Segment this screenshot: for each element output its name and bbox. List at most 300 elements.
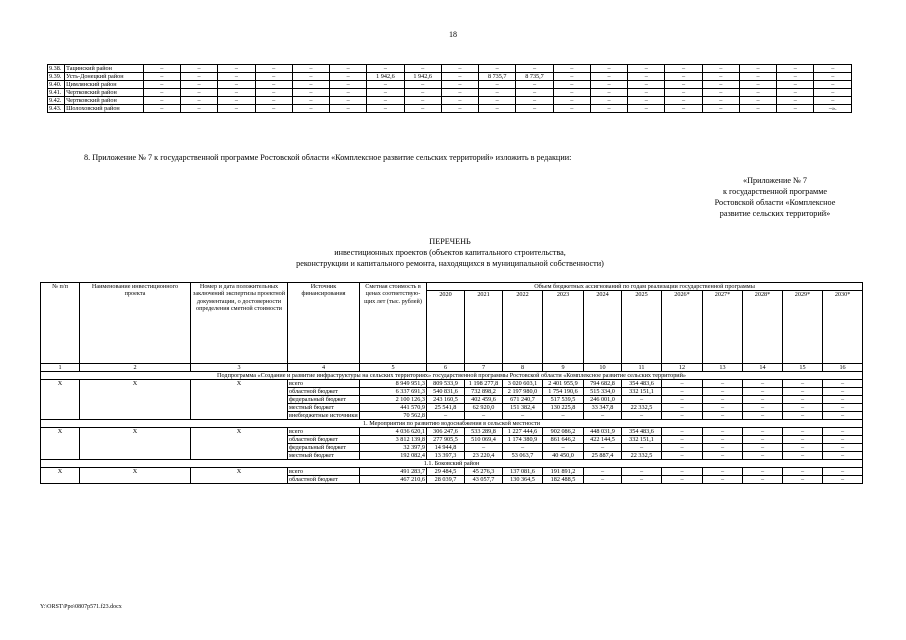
year-amount: 1 174 380,9 [503, 436, 543, 444]
year-amount: – [584, 444, 622, 452]
year-amount: – [427, 412, 465, 420]
table-cell: – [553, 73, 590, 81]
column-number: 15 [783, 364, 823, 372]
table-cell: – [292, 89, 329, 97]
column-number: 2 [80, 364, 191, 372]
year-amount: 130 364,5 [503, 476, 543, 484]
year-amount: 1 198 277,8 [465, 380, 503, 388]
column-number: 14 [743, 364, 783, 372]
table-cell: – [479, 81, 516, 89]
table-cell: – [330, 105, 367, 113]
project-name: X [80, 380, 191, 420]
year-amount: – [823, 380, 863, 388]
table-cell: – [180, 65, 217, 73]
year-amount: – [823, 412, 863, 420]
expertise-info: X [191, 428, 288, 460]
district-name: Чертковский район [65, 89, 144, 97]
year-amount: – [662, 428, 703, 436]
year-amount: 191 891,2 [543, 468, 584, 476]
table-cell: – [180, 89, 217, 97]
top-table-row [48, 81, 852, 89]
year-amount: – [662, 468, 703, 476]
year-amount: 809 533,9 [427, 380, 465, 388]
table-cell: – [739, 73, 776, 81]
year-amount: – [503, 444, 543, 452]
year-amount: – [823, 396, 863, 404]
year-amount: – [743, 404, 783, 412]
year-amount: – [743, 388, 783, 396]
year-amount: 354 483,6 [622, 428, 662, 436]
year-amount: 137 081,6 [503, 468, 543, 476]
table-cell: – [516, 89, 553, 97]
year-amount: 23 220,4 [465, 452, 503, 460]
data-row [41, 380, 863, 388]
year-amount: – [584, 412, 622, 420]
table-cell: – [404, 89, 441, 97]
year-amount: 517 539,5 [543, 396, 584, 404]
table-cell: – [441, 89, 478, 97]
table-cell: – [255, 89, 292, 97]
year-amount: 22 332,5 [622, 404, 662, 412]
page-number: 18 [449, 30, 457, 39]
table-cell: – [292, 105, 329, 113]
funding-source: всего [288, 468, 360, 476]
year-amount: – [622, 396, 662, 404]
column-number: 11 [622, 364, 662, 372]
table-cell: – [330, 81, 367, 89]
table-cell: – [590, 89, 627, 97]
table-cell: – [330, 65, 367, 73]
table-cell: – [218, 65, 255, 73]
table-cell: – [367, 81, 404, 89]
year-amount: – [783, 404, 823, 412]
table-cell: – [814, 89, 852, 97]
table-cell: – [479, 65, 516, 73]
table-cell: – [143, 97, 180, 105]
year-amount: – [622, 468, 662, 476]
heading-line: инвестиционных проектов (объектов капитального строительства, [334, 248, 566, 257]
table-cell: – [739, 97, 776, 105]
year-header: 2029* [783, 291, 823, 364]
year-amount: – [465, 444, 503, 452]
year-amount: – [662, 388, 703, 396]
year-amount: – [703, 436, 743, 444]
table-cell: – [404, 81, 441, 89]
year-amount: – [743, 476, 783, 484]
funding-source: областной бюджет [288, 476, 360, 484]
year-amount: – [584, 468, 622, 476]
col-header-source: Источник финансирования [288, 283, 360, 364]
table-cell: – [255, 105, 292, 113]
year-amount: – [823, 404, 863, 412]
section-title: 1. Мероприятия по развитию водоснабжения в сельской местности [41, 420, 863, 428]
year-amount: – [783, 444, 823, 452]
table-cell: – [553, 89, 590, 97]
year-amount: 2 401 955,9 [543, 380, 584, 388]
table-cell: – [218, 81, 255, 89]
table-cell: – [180, 81, 217, 89]
year-amount: – [703, 396, 743, 404]
table-cell: – [143, 73, 180, 81]
year-amount: 14 944,8 [427, 444, 465, 452]
table-cell: – [404, 65, 441, 73]
table-cell: – [553, 97, 590, 105]
amendment-paragraph: 8. Приложение № 7 к государственной программе Ростовской области «Комплексное развитие сельских территорий» изложить в редакции: [84, 153, 572, 162]
project-number: X [41, 468, 80, 484]
year-amount: – [662, 380, 703, 388]
table-cell: – [143, 65, 180, 73]
column-number: 10 [584, 364, 622, 372]
table-cell: – [814, 73, 852, 81]
row-number: 9.40. [48, 81, 65, 89]
year-amount: – [622, 476, 662, 484]
year-amount: 354 483,6 [622, 380, 662, 388]
section-title: Подпрограмма «Создание и развитие инфраструктуры на сельских территориях» государственной программы Ростовской области «Комплексное развитие сельских территорий» [41, 372, 863, 380]
table-cell: – [479, 97, 516, 105]
table-cell: – [590, 65, 627, 73]
district-name: Цимлянский район [65, 81, 144, 89]
column-number: 5 [360, 364, 427, 372]
heading-title: ПЕРЕЧЕНЬ [429, 237, 471, 246]
table-cell: – [665, 89, 702, 97]
year-amount: – [703, 476, 743, 484]
estimated-cost: 32 397,9 [360, 444, 427, 452]
funding-source: областной бюджет [288, 388, 360, 396]
column-number: 13 [703, 364, 743, 372]
district-name: Шолоховский район [65, 105, 144, 113]
year-amount: 861 646,2 [543, 436, 584, 444]
year-amount: – [783, 388, 823, 396]
district-name: Чертковский район [65, 97, 144, 105]
year-amount: 13 397,3 [427, 452, 465, 460]
year-amount: 28 039,7 [427, 476, 465, 484]
table-cell: – [516, 97, 553, 105]
year-amount: 43 057,7 [465, 476, 503, 484]
table-cell: – [814, 97, 852, 105]
table-cell: 8 735,7 [479, 73, 516, 81]
appendix-line: «Приложение № 7 [742, 176, 808, 185]
file-path-footer: Y:\ORST\Ppo\0807p571.f23.docx [40, 604, 122, 610]
year-header: 2022 [503, 291, 543, 364]
table-cell: – [330, 89, 367, 97]
table-cell: – [479, 89, 516, 97]
table-cell: – [702, 73, 739, 81]
year-amount: 2 197 980,0 [503, 388, 543, 396]
table-cell: – [590, 105, 627, 113]
year-amount: 332 151,1 [622, 436, 662, 444]
table-cell: – [367, 97, 404, 105]
table-cell: – [292, 81, 329, 89]
year-amount: 1 754 190,6 [543, 388, 584, 396]
year-amount: – [823, 468, 863, 476]
funding-source: федеральный бюджет [288, 444, 360, 452]
table-cell: – [292, 73, 329, 81]
col-header-num: № п/п [41, 283, 80, 364]
year-amount: 1 227 444,6 [503, 428, 543, 436]
top-table-row [48, 105, 852, 113]
table-cell: – [739, 65, 776, 73]
year-amount: – [823, 444, 863, 452]
funding-source: всего [288, 380, 360, 388]
table-cell: – [628, 105, 665, 113]
year-amount: 794 682,8 [584, 380, 622, 388]
year-amount: 402 459,6 [465, 396, 503, 404]
table-cell: – [218, 105, 255, 113]
estimated-cost: 491 283,7 [360, 468, 427, 476]
year-amount: 671 240,7 [503, 396, 543, 404]
year-amount: 332 151,1 [622, 388, 662, 396]
table-cell: – [702, 105, 739, 113]
column-number: 7 [465, 364, 503, 372]
table-cell: – [553, 81, 590, 89]
year-header: 2020 [427, 291, 465, 364]
col-header-volume: Объем бюджетных ассигнований по годам реализации государственной программы [427, 283, 863, 291]
year-header: 2021 [465, 291, 503, 364]
year-amount: 540 831,6 [427, 388, 465, 396]
table-cell: – [553, 105, 590, 113]
table-cell: – [367, 65, 404, 73]
project-number: X [41, 380, 80, 420]
year-amount: – [743, 412, 783, 420]
table-cell: – [739, 89, 776, 97]
year-amount: – [743, 396, 783, 404]
year-amount: 732 898,2 [465, 388, 503, 396]
year-amount: – [662, 476, 703, 484]
table-cell: – [777, 81, 814, 89]
year-amount: 306 247,6 [427, 428, 465, 436]
table-cell: – [665, 81, 702, 89]
estimated-cost: 70 562,8 [360, 412, 427, 420]
table-cell: – [180, 105, 217, 113]
table-cell: – [553, 65, 590, 73]
table-cell: – [590, 73, 627, 81]
table-cell: – [292, 65, 329, 73]
year-amount: – [703, 468, 743, 476]
appendix-line: Ростовской области «Комплексное [714, 198, 836, 207]
year-amount: 3 020 603,1 [503, 380, 543, 388]
table-cell: – [702, 89, 739, 97]
year-amount: – [662, 396, 703, 404]
table-cell: – [516, 105, 553, 113]
estimated-cost: 2 100 126,3 [360, 396, 427, 404]
table-cell: – [516, 81, 553, 89]
column-number: 6 [427, 364, 465, 372]
table-cell: – [180, 73, 217, 81]
year-amount: 422 144,5 [584, 436, 622, 444]
table-cell: – [218, 97, 255, 105]
year-amount: 29 484,5 [427, 468, 465, 476]
estimated-cost: 3 812 139,8 [360, 436, 427, 444]
funding-source: местный бюджет [288, 404, 360, 412]
year-amount: 533 289,8 [465, 428, 503, 436]
appendix-caption [690, 175, 860, 219]
table-cell: – [330, 97, 367, 105]
estimated-cost: 4 036 620,1 [360, 428, 427, 436]
year-amount: – [783, 396, 823, 404]
year-amount: – [823, 476, 863, 484]
column-numbers-row [41, 364, 863, 372]
top-table-row [48, 73, 852, 81]
top-table-row [48, 97, 852, 105]
estimated-cost: 6 337 691,3 [360, 388, 427, 396]
table-cell: – [665, 65, 702, 73]
year-amount: 448 031,9 [584, 428, 622, 436]
estimated-cost: 467 210,6 [360, 476, 427, 484]
year-amount: – [503, 412, 543, 420]
year-amount: 40 450,0 [543, 452, 584, 460]
column-number: 1 [41, 364, 80, 372]
row-number: 9.41. [48, 89, 65, 97]
year-amount: – [543, 412, 584, 420]
year-amount: 45 276,3 [465, 468, 503, 476]
section-title-row [41, 372, 863, 380]
year-amount: – [584, 476, 622, 484]
year-amount: 22 332,5 [622, 452, 662, 460]
year-amount: 62 920,0 [465, 404, 503, 412]
column-number: 9 [543, 364, 584, 372]
year-header: 2030* [823, 291, 863, 364]
section-title-row [41, 460, 863, 468]
expertise-info: X [191, 380, 288, 420]
year-amount: – [743, 468, 783, 476]
year-amount: – [662, 444, 703, 452]
district-name: Тацинский район [65, 65, 144, 73]
year-header: 2026* [662, 291, 703, 364]
table-cell: – [441, 65, 478, 73]
column-number: 12 [662, 364, 703, 372]
year-amount: – [823, 428, 863, 436]
appendix-line: развитие сельских территорий» [719, 209, 831, 218]
year-header: 2028* [743, 291, 783, 364]
header-row [41, 283, 863, 291]
year-amount: – [783, 428, 823, 436]
funding-source: внебюджетные источники [289, 412, 358, 419]
table-cell: – [255, 81, 292, 89]
row-number: 9.42. [48, 97, 65, 105]
year-amount: – [743, 452, 783, 460]
top-table-row [48, 65, 852, 73]
table-cell: 1 942,6 [404, 73, 441, 81]
table-cell: – [628, 89, 665, 97]
table-cell: – [814, 65, 852, 73]
table-cell: – [702, 65, 739, 73]
top-table-row [48, 89, 852, 97]
year-amount: – [743, 428, 783, 436]
table-cell: – [367, 89, 404, 97]
year-amount: 510 069,4 [465, 436, 503, 444]
table-cell: – [255, 97, 292, 105]
table-cell: – [628, 73, 665, 81]
col-header-expertise: Номер и дата положительных заключений экспертизы проектной документации, о достоверности определения сметной стоимости [191, 283, 288, 364]
row-number: 9.39. [48, 73, 65, 81]
column-number: 4 [288, 364, 360, 372]
year-amount: – [465, 412, 503, 420]
year-amount: – [783, 436, 823, 444]
year-amount: 515 334,0 [584, 388, 622, 396]
column-number: 16 [823, 364, 863, 372]
table-cell: – [628, 81, 665, 89]
year-header: 2027* [703, 291, 743, 364]
year-amount: – [662, 436, 703, 444]
estimated-cost: 8 949 951,3 [360, 380, 427, 388]
table-cell: – [702, 81, 739, 89]
year-amount: – [543, 444, 584, 452]
table-cell: – [441, 97, 478, 105]
table-cell: – [441, 105, 478, 113]
table-cell: – [441, 73, 478, 81]
table-cell: – [516, 65, 553, 73]
year-header: 2024 [584, 291, 622, 364]
year-amount: 130 225,8 [543, 404, 584, 412]
table-cell: – [628, 97, 665, 105]
table-cell: – [777, 89, 814, 97]
year-amount: – [622, 444, 662, 452]
table-cell: –». [814, 105, 852, 113]
year-amount: – [703, 404, 743, 412]
year-amount: – [743, 380, 783, 388]
year-amount: – [703, 444, 743, 452]
funding-source: федеральный бюджет [288, 396, 360, 404]
table-cell: – [665, 105, 702, 113]
table-cell: – [255, 73, 292, 81]
section-title: 1.1. Боковский район [41, 460, 863, 468]
investment-projects-table [40, 282, 863, 484]
year-amount: 246 001,0 [584, 396, 622, 404]
funding-source: областной бюджет [288, 436, 360, 444]
year-amount: – [703, 428, 743, 436]
section-title-row [41, 420, 863, 428]
table-cell: – [590, 97, 627, 105]
year-amount: – [703, 412, 743, 420]
year-amount: – [662, 412, 703, 420]
year-amount: – [783, 412, 823, 420]
row-number: 9.43. [48, 105, 65, 113]
table-cell: – [255, 65, 292, 73]
district-name: Усть-Донецкий район [65, 73, 144, 81]
year-amount: – [662, 404, 703, 412]
funding-source: всего [288, 428, 360, 436]
table-cell: – [143, 81, 180, 89]
table-cell: – [180, 97, 217, 105]
table-cell: – [292, 97, 329, 105]
year-amount: – [823, 388, 863, 396]
table-cell: 8 735,7 [516, 73, 553, 81]
table-cell: – [441, 81, 478, 89]
funding-source: местный бюджет [288, 452, 360, 460]
year-amount: 151 382,4 [503, 404, 543, 412]
table-cell: – [814, 81, 852, 89]
year-amount: – [783, 468, 823, 476]
table-cell: – [367, 105, 404, 113]
continuation-table [47, 64, 852, 113]
estimated-cost: 441 570,9 [360, 404, 427, 412]
table-cell: – [218, 73, 255, 81]
table-cell: – [479, 105, 516, 113]
table-cell: – [404, 97, 441, 105]
table-cell: – [628, 65, 665, 73]
column-number: 8 [503, 364, 543, 372]
heading-line: реконструкции и капитального ремонта, находящихся в муниципальной собственности) [296, 259, 604, 268]
year-amount: – [622, 412, 662, 420]
table-cell: – [777, 73, 814, 81]
col-header-cost: Сметная стоимость в ценах соответствую-щих лет (тыс. рублей) [360, 283, 427, 364]
row-number: 9.38. [48, 65, 65, 73]
year-header: 2025 [622, 291, 662, 364]
year-amount: – [703, 388, 743, 396]
estimated-cost: 192 082,4 [360, 452, 427, 460]
year-amount: – [783, 380, 823, 388]
year-amount: 25 887,4 [584, 452, 622, 460]
